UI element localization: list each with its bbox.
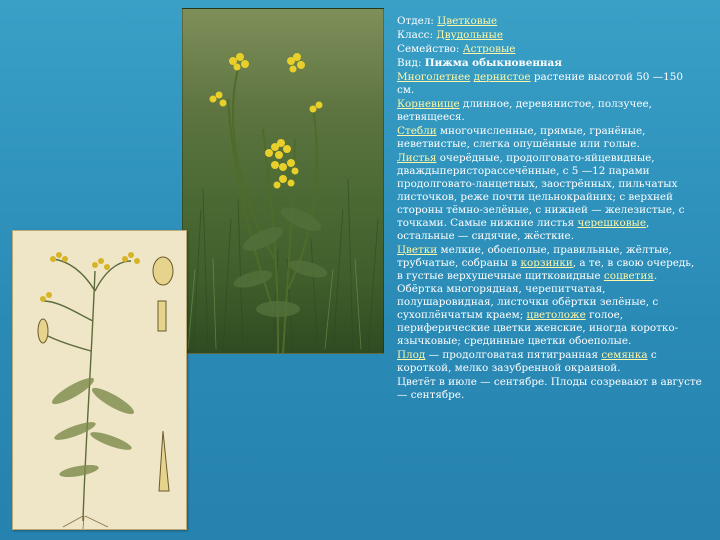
perennial-link[interactable]: Многолетнее	[397, 71, 471, 83]
stems-paragraph	[397, 125, 703, 151]
flowers-text-2: , а те, в свою очередь, в густые верхушечные щитковидные	[397, 257, 695, 282]
fruit-paragraph	[397, 349, 703, 375]
bloom-paragraph	[397, 376, 703, 402]
intro-text: растение высотой 50 —150 см.	[397, 71, 683, 96]
division-link[interactable]: Цветковые	[437, 15, 498, 27]
fruit-text-2: с короткой, мелко зазубренной окраиной.	[397, 349, 657, 374]
leaves-text-2: , остальные — сидячие, жёсткие.	[397, 217, 650, 242]
receptacle-link[interactable]: цветоложе	[526, 309, 586, 321]
petiolate-link[interactable]: черешковые	[577, 217, 646, 229]
class-label: Класс:	[397, 29, 433, 41]
family-link[interactable]: Астровые	[462, 43, 516, 55]
fruit-text: — продолговатая пятигранная	[428, 349, 599, 361]
flowers-text-4: голое, периферические цветки женские, иногда короткоязычковые; срединные цветки обоеполые.	[397, 309, 679, 347]
description-text	[397, 15, 703, 403]
bloom-text: Цветёт в июле — сентябре. Плоды созревают в августе — сентябре.	[397, 376, 702, 401]
rhizome-text: длинное, деревянистое, ползучее, ветвящееся.	[397, 98, 652, 123]
leaves-paragraph	[397, 152, 703, 243]
plant-photo	[182, 8, 384, 354]
flowers-text-3: . Обёртка многорядная, черепитчатая, полушаровидная, листочки обёртки зелёные, с сухоплёнчатым краем;	[397, 270, 659, 321]
leaves-link[interactable]: Листья	[397, 152, 437, 164]
stems-link[interactable]: Стебли	[397, 125, 437, 137]
botanical-illustration	[12, 230, 187, 530]
family-label: Семейство:	[397, 43, 460, 55]
achene-link[interactable]: семянка	[601, 349, 648, 361]
rhizome-paragraph	[397, 98, 703, 124]
sod-link[interactable]: дернистое	[473, 71, 531, 83]
division-label: Отдел:	[397, 15, 434, 27]
family-row	[397, 43, 703, 56]
species-label: Вид:	[397, 57, 422, 69]
inflorescence-link[interactable]: соцветия	[603, 270, 654, 282]
class-link[interactable]: Двудольные	[436, 29, 503, 41]
class-row	[397, 29, 703, 42]
intro-paragraph	[397, 71, 703, 97]
leaves-text: очерёдные, продолговато-яйцевидные, дваждыперисторассечённые, с 5 —12 парами продолговато-ланцетных, заострённых, пильчатых листочков, реже почти цельнокрайних; с верхней стороны тёмно-зелёные, с нижней — железистые, с точками. Самые нижние листья	[397, 152, 685, 229]
fruit-link[interactable]: Плод	[397, 349, 426, 361]
flowers-link[interactable]: Цветки	[397, 244, 438, 256]
rhizome-link[interactable]: Корневище	[397, 98, 460, 110]
flowers-paragraph	[397, 244, 703, 348]
species-name: Пижма обыкновенная	[424, 57, 562, 69]
stems-text: многочисленные, прямые, гранёные, неветвистые, слегка опушённые или голые.	[397, 125, 646, 150]
flowers-text: мелкие, обоеполые, правильные, жёлтые, трубчатые, собраны в	[397, 244, 672, 269]
division-row	[397, 15, 703, 28]
species-row	[397, 57, 703, 70]
baskets-link[interactable]: корзинки	[520, 257, 573, 269]
